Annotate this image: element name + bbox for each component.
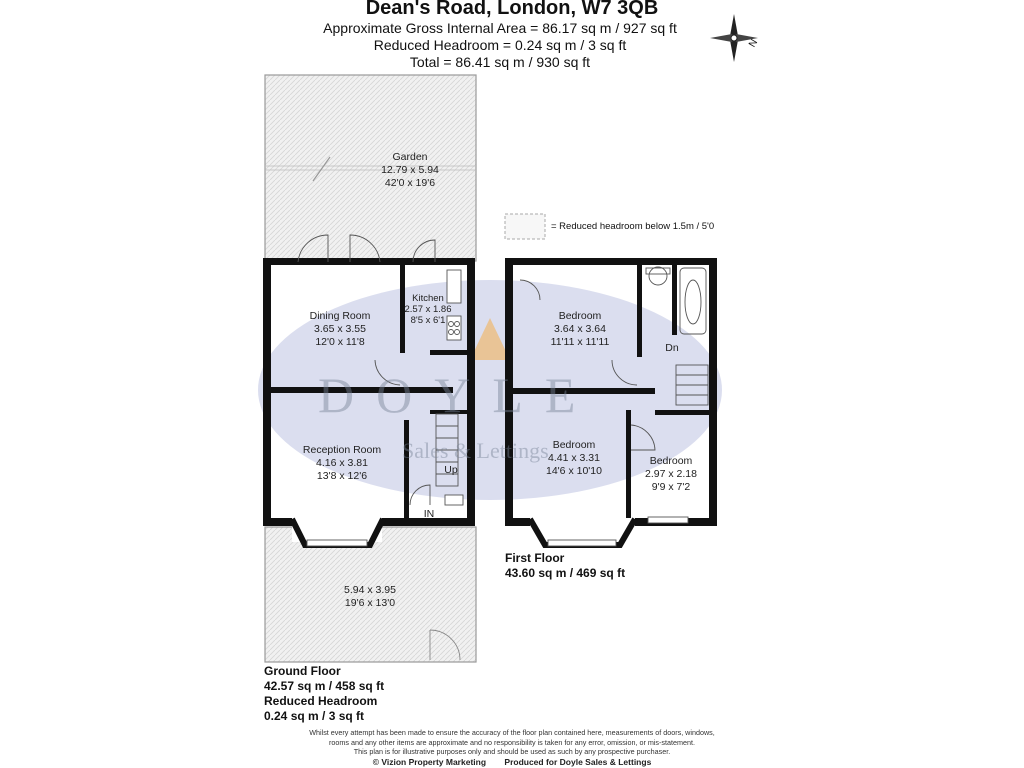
stairs-up-label: Up xyxy=(444,464,458,476)
room-imperial: 8'5 x 6'1 xyxy=(410,315,446,326)
room-metric: 12.79 x 5.94 xyxy=(381,164,439,176)
kitchen-label xyxy=(398,293,458,326)
stairs-down-label: Dn xyxy=(665,342,679,354)
floor-name: Ground Floor xyxy=(264,664,341,678)
disclaimer-line: This plan is for illustrative purposes only and should be used as such by any prospective purchaser. xyxy=(353,747,671,756)
room-metric: 4.41 x 3.31 xyxy=(548,452,600,464)
room-metric: 3.64 x 3.64 xyxy=(554,323,606,335)
reception-room-label xyxy=(292,444,392,483)
reduced-headroom-name: Reduced Headroom xyxy=(264,694,378,708)
entrance-label: IN xyxy=(423,508,435,520)
credits xyxy=(180,757,844,767)
room-name: Reception Room xyxy=(302,444,382,456)
reduced-headroom-legend-box xyxy=(505,214,545,239)
disclaimer-line: rooms and any other items are approximate and no responsibility is taken for any error, omission, or mis-statement. xyxy=(329,737,695,747)
gross-area-text: Approximate Gross Internal Area = 86.17 sq m / 927 sq ft xyxy=(323,20,677,36)
room-imperial: 14'6 x 10'10 xyxy=(546,465,602,477)
room-name: Garden xyxy=(392,151,428,163)
floor-name: First Floor xyxy=(505,551,565,565)
room-metric: 2.57 x 1.86 xyxy=(404,304,452,315)
dining-room-label xyxy=(300,310,380,349)
room-metric: 4.16 x 3.81 xyxy=(316,457,368,469)
compass-rose-icon xyxy=(708,12,760,64)
plan-title: Dean's Road, London, W7 3QB xyxy=(365,0,659,19)
total-area-text: Total = 86.41 sq m / 930 sq ft xyxy=(409,54,591,70)
room-metric: 2.97 x 2.18 xyxy=(645,468,697,480)
room-metric: 5.94 x 3.95 xyxy=(344,584,396,596)
bedroom-1-label xyxy=(540,310,620,349)
room-imperial: 13'8 x 12'6 xyxy=(316,470,368,482)
room-name: Kitchen xyxy=(412,293,444,304)
floor-area: 42.57 sq m / 458 sq ft xyxy=(264,679,385,693)
bedroom-2-label xyxy=(534,439,614,478)
room-imperial: 19'6 x 13'0 xyxy=(344,597,396,609)
first-floor-label xyxy=(505,551,625,581)
room-imperial: 9'9 x 7'2 xyxy=(651,481,691,493)
reduced-headroom-legend-text: = Reduced headroom below 1.5m / 5'0 xyxy=(551,221,715,232)
room-metric: 3.65 x 3.55 xyxy=(314,323,366,335)
room-imperial: 11'11 x 11'11 xyxy=(550,336,610,348)
front-garden-label xyxy=(330,584,410,610)
floor-area: 43.60 sq m / 469 sq ft xyxy=(505,566,626,580)
room-name: Bedroom xyxy=(552,439,596,451)
room-imperial: 12'0 x 11'8 xyxy=(315,336,365,348)
room-name: Bedroom xyxy=(649,455,693,467)
watermark-brand-name: DOYLE xyxy=(318,367,598,423)
reduced-headroom-text: Reduced Headroom = 0.24 sq m / 3 sq ft xyxy=(373,37,627,53)
copyright-text: © Vizion Property Marketing xyxy=(372,757,487,767)
watermark-brand-sub: Sales & Lettings xyxy=(402,438,549,463)
room-name: Bedroom xyxy=(558,310,602,322)
disclaimer xyxy=(180,728,844,757)
room-imperial: 42'0 x 19'6 xyxy=(384,177,436,189)
ground-floor-label xyxy=(264,664,384,724)
bedroom-3-label xyxy=(638,455,704,494)
produced-for-text: Produced for Doyle Sales & Lettings xyxy=(504,757,652,767)
room-name: Dining Room xyxy=(309,310,371,322)
reduced-headroom-area: 0.24 sq m / 3 sq ft xyxy=(264,709,365,723)
garden-label xyxy=(370,151,450,190)
disclaimer-line: Whilst every attempt has been made to ensure the accuracy of the floor plan contained here, measurements of doors, windows, xyxy=(309,728,715,737)
compass-north-label: N xyxy=(747,37,761,50)
